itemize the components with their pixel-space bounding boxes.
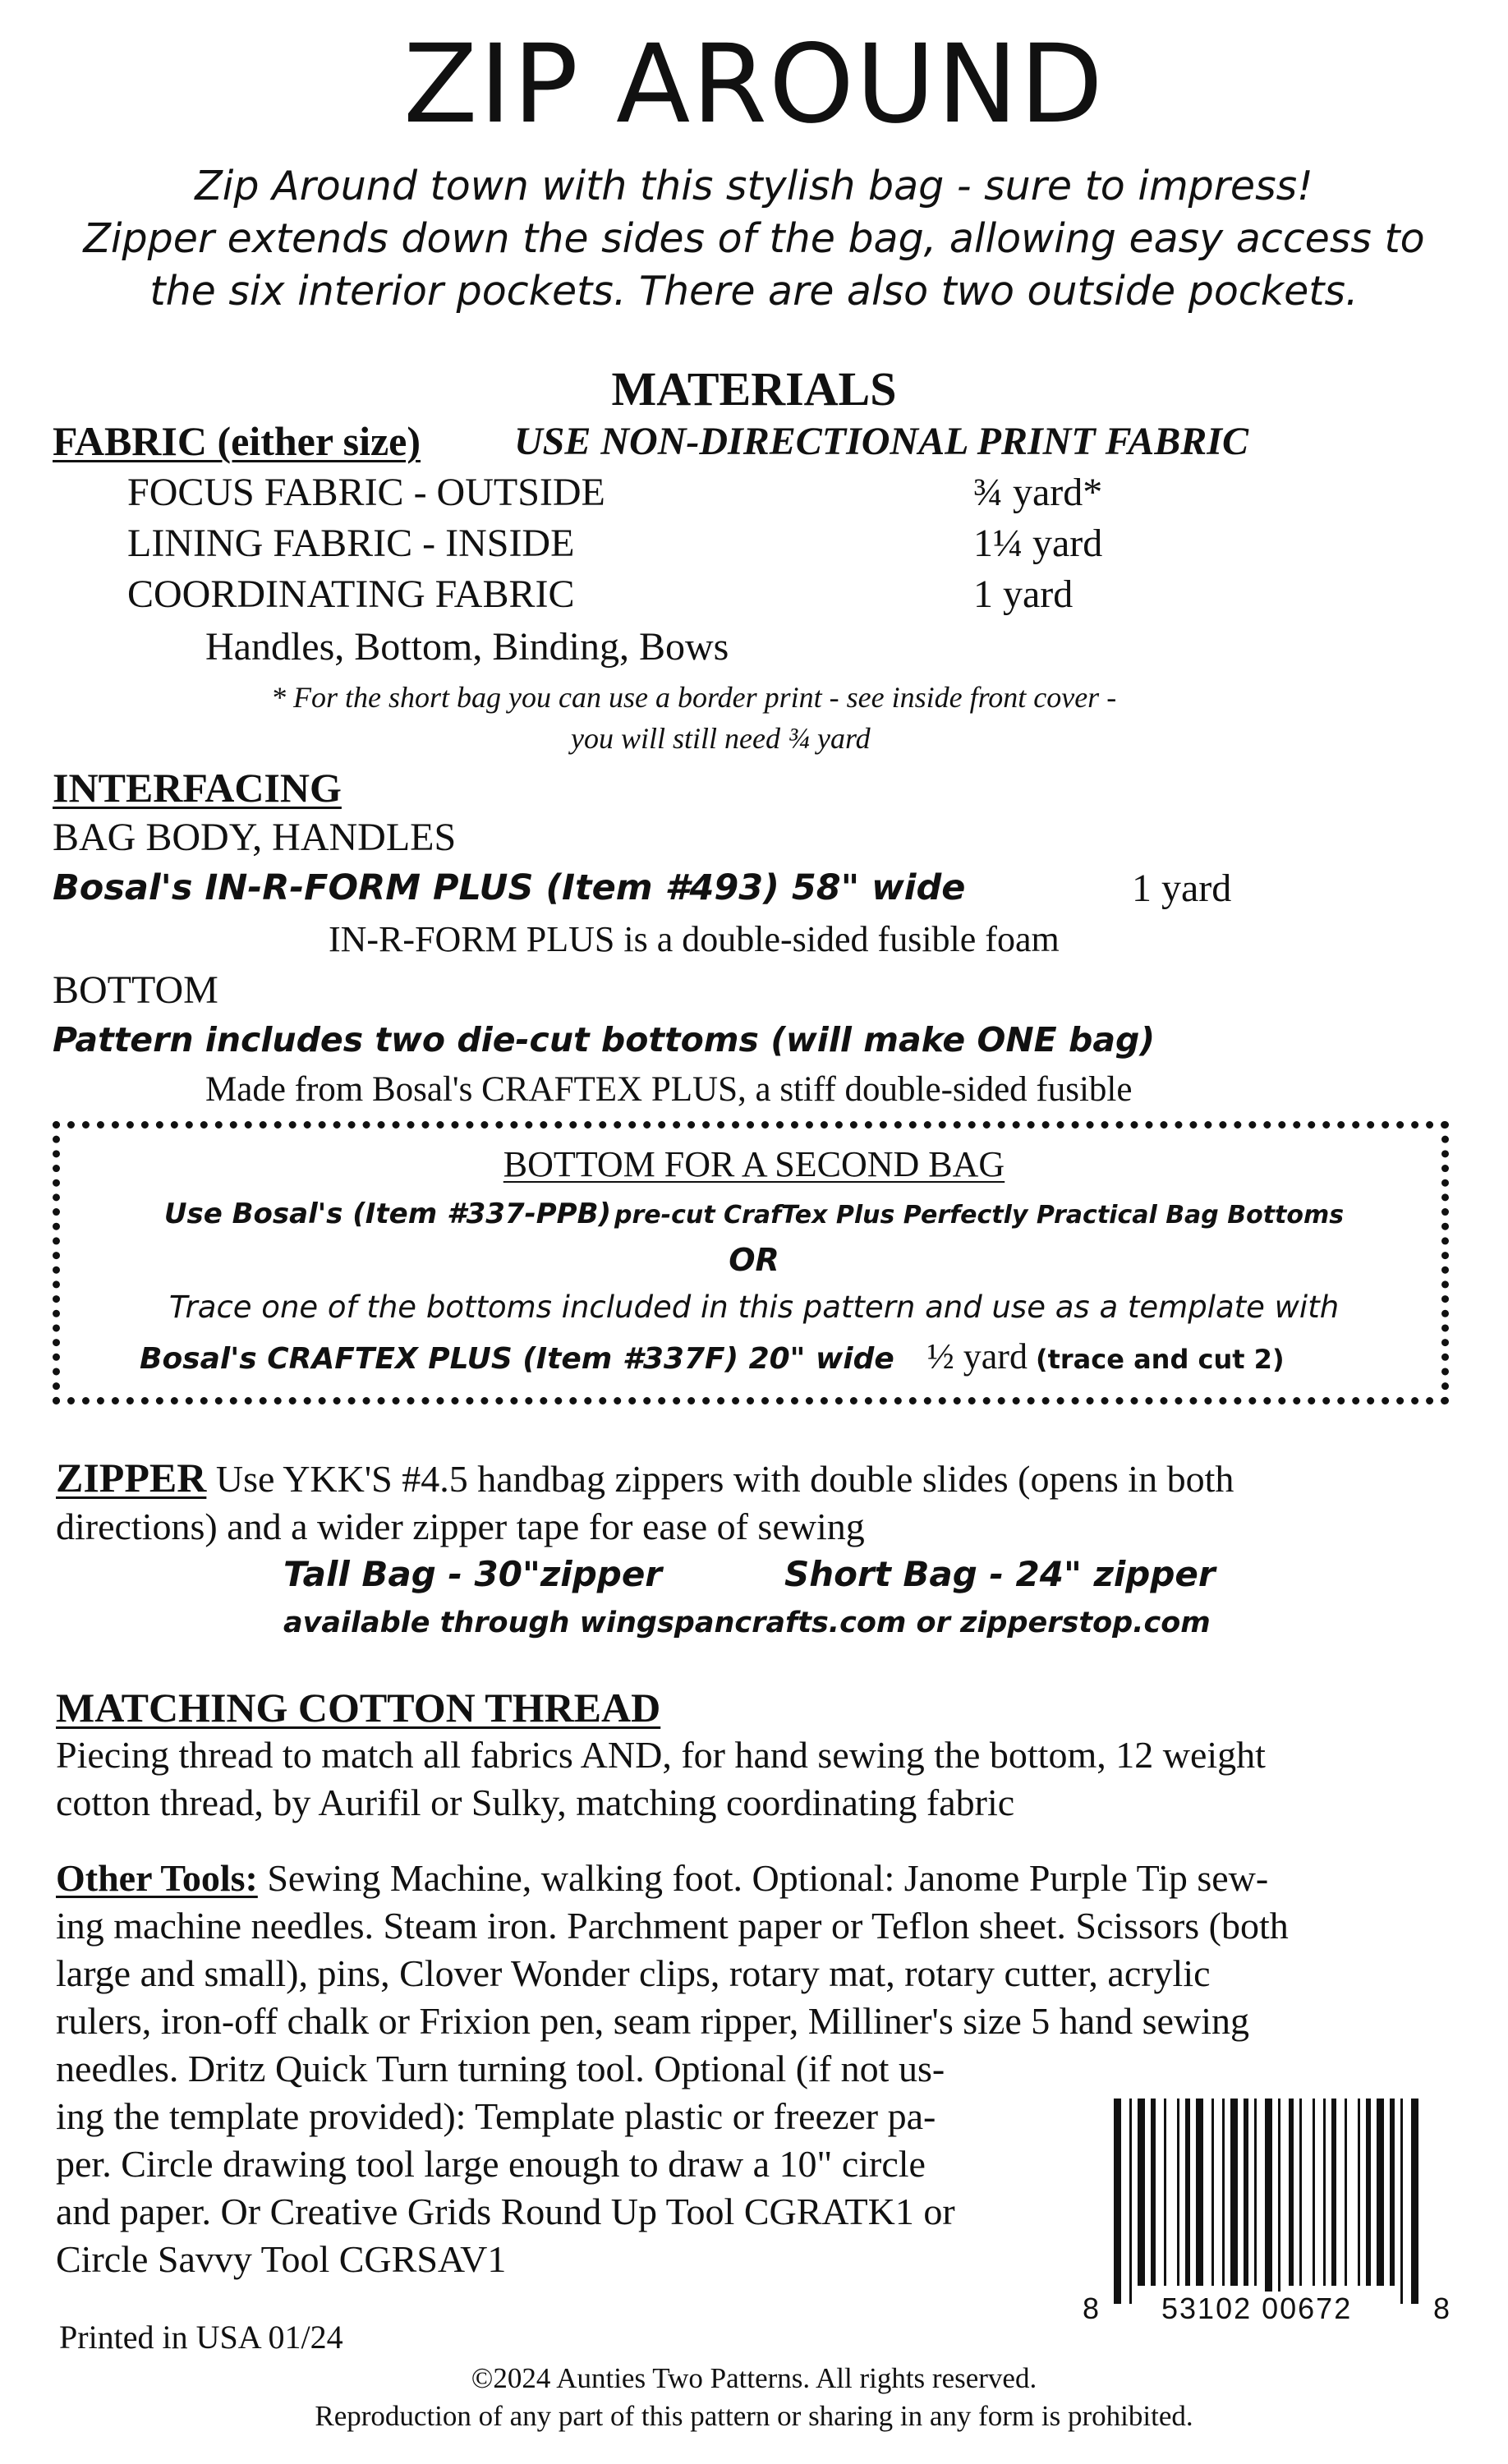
intro-line-2: Zipper extends down the sides of the bag, allowing easy access to — [83, 215, 1425, 262]
printed-in: Printed in USA 01/24 — [59, 2319, 343, 2356]
copyright-line-1: ©2024 Aunties Two Patterns. All rights reserved. — [471, 2362, 1037, 2394]
interfacing-sub-bottom: BOTTOM — [53, 968, 218, 1012]
zipper-line-1 — [56, 1454, 1234, 1501]
interfacing-product-2-desc: Made from Bosal's CRAFTEX PLUS, a stiff double-sided fusible — [205, 1070, 1133, 1109]
tools-text: rulers, iron-off chalk or Frixion pen, seam ripper, Milliner's size 5 hand sewing — [56, 2000, 1249, 2042]
barcode-bar — [1244, 2099, 1248, 2286]
zipper-available: available through wingspancrafts.com or zipperstop.com — [283, 1607, 1211, 1639]
interfacing-product-1-desc: IN-R-FORM PLUS is a double-sided fusible foam — [329, 919, 1060, 959]
coordinating-detail: Handles, Bottom, Binding, Bows — [205, 625, 729, 669]
barcode-bar — [1411, 2099, 1418, 2304]
tools-text: Circle Savvy Tool CGRSAV1 — [56, 2238, 507, 2280]
barcode-bar — [1254, 2099, 1257, 2286]
barcode-bar — [1211, 2099, 1214, 2286]
fabric-item-qty: 1¼ yard — [973, 522, 1103, 565]
barcode-bar — [1331, 2099, 1336, 2286]
barcode-mid-digits: 53102 00672 — [1158, 2292, 1355, 2326]
second-bag-line-1a: Use Bosal's (Item #337-PPB) — [163, 1198, 612, 1230]
tools-line-1 — [56, 1856, 1268, 1900]
zipper-text-1: Use YKK'S #4.5 handbag zippers with double slides (opens in both — [215, 1458, 1234, 1500]
barcode-bar — [1151, 2099, 1156, 2286]
second-bag-line-1b: pre-cut CrafTex Plus Perfectly Practical Bag Bottoms — [614, 1201, 1345, 1230]
tools-text: and paper. Or Creative Grids Round Up Tool CGRATK1 or — [56, 2190, 955, 2232]
barcode-right-digit: 8 — [1433, 2292, 1452, 2325]
materials-heading: MATERIALS — [611, 362, 897, 416]
zipper-heading: ZIPPER — [56, 1455, 207, 1501]
barcode-bar — [1345, 2099, 1347, 2286]
barcode-bar — [1366, 2099, 1371, 2286]
barcode-bar — [1278, 2099, 1280, 2304]
interfacing-product-2: Pattern includes two die-cut bottoms (will make ONE bag) — [53, 1020, 1156, 1060]
interfacing-product-1-qty: 1 yard — [1132, 867, 1232, 910]
tools-text: ing machine needles. Steam iron. Parchment paper or Teflon sheet. Scissors (both — [56, 1905, 1289, 1947]
barcode-left-digit: 8 — [1083, 2292, 1101, 2325]
fabric-footnote-2: you will still need ¾ yard — [571, 722, 871, 755]
barcode-bar — [1377, 2099, 1384, 2286]
zipper-text-2: directions) and a wider zipper tape for ease of sewing — [56, 1506, 865, 1547]
barcode-bar — [1265, 2099, 1272, 2304]
fabric-item-name: COORDINATING FABRIC — [127, 572, 575, 616]
barcode-bar — [1230, 2099, 1238, 2286]
barcode-bar — [1400, 2099, 1403, 2304]
tools-text: ing the template provided): Template plastic or freezer pa- — [56, 2095, 936, 2137]
fabric-note: USE NON-DIRECTIONAL PRINT FABRIC — [514, 420, 1248, 463]
barcode-bar — [1114, 2099, 1121, 2304]
page-title: ZIP AROUND — [403, 21, 1105, 148]
barcode-bar — [1299, 2099, 1302, 2286]
second-bag-line-1 — [0, 1198, 1508, 1230]
second-bag-heading: BOTTOM FOR A SECOND BAG — [503, 1144, 1005, 1184]
fabric-footnote-1: * For the short bag you can use a border print - see inside front cover - — [271, 681, 1117, 714]
tools-text: Sewing Machine, walking foot. Optional: Janome Purple Tip sew- — [267, 1857, 1269, 1899]
barcode-bar — [1323, 2099, 1326, 2286]
barcode-bar — [1222, 2099, 1225, 2286]
second-bag-line-3b: (trace and cut 2) — [1035, 1344, 1285, 1375]
fabric-item-qty: 1 yard — [973, 572, 1074, 616]
barcode-bar — [1390, 2099, 1395, 2286]
second-bag-or: OR — [729, 1242, 779, 1278]
interfacing-sub-body: BAG BODY, HANDLES — [53, 816, 457, 859]
barcode-bars — [1109, 2099, 1454, 2312]
fabric-item-qty: ¾ yard* — [973, 471, 1103, 514]
barcode-bar — [1138, 2099, 1145, 2286]
barcode-bar — [1129, 2099, 1132, 2304]
barcode-bar — [1313, 2099, 1315, 2286]
barcode-bar — [1196, 2099, 1203, 2286]
copyright-line-2: Reproduction of any part of this pattern or sharing in any form is prohibited. — [315, 2400, 1193, 2432]
intro-line-1: Zip Around town with this stylish bag - sure to impress! — [195, 163, 1313, 209]
fabric-item-name: LINING FABRIC - INSIDE — [127, 522, 575, 565]
tools-text: large and small), pins, Clover Wonder clips, rotary mat, rotary cutter, acrylic — [56, 1952, 1211, 1994]
thread-heading: MATCHING COTTON THREAD — [56, 1685, 661, 1731]
tools-text: needles. Dritz Quick Turn turning tool. Optional (if not us- — [56, 2048, 945, 2089]
second-bag-line-2: Trace one of the bottoms included in this pattern and use as a template with — [168, 1289, 1340, 1325]
second-bag-line-3 — [140, 1335, 1285, 1377]
second-bag-line-3-qty: ½ yard — [926, 1336, 1028, 1377]
interfacing-product-1: Bosal's IN-R-FORM PLUS (Item #493) 58" wide — [53, 867, 966, 908]
barcode-bar — [1358, 2099, 1360, 2286]
barcode-bar — [1164, 2099, 1166, 2286]
tools-text: per. Circle drawing tool large enough to draw a 10" circle — [56, 2143, 926, 2185]
thread-line-2: cotton thread, by Aurifil or Sulky, matching coordinating fabric — [56, 1781, 1015, 1823]
zipper-short: Short Bag - 24" zipper — [784, 1554, 1216, 1594]
fabric-heading: FABRIC (either size) — [53, 418, 421, 464]
barcode-bar — [1177, 2099, 1179, 2286]
barcode — [1109, 2099, 1454, 2316]
thread-line-1: Piecing thread to match all fabrics AND, for hand sewing the bottom, 12 weight — [56, 1734, 1266, 1776]
interfacing-heading: INTERFACING — [53, 765, 342, 811]
tools-heading: Other Tools: — [56, 1857, 258, 1899]
fabric-item-name: FOCUS FABRIC - OUTSIDE — [127, 471, 605, 514]
zipper-tall: Tall Bag - 30"zipper — [283, 1554, 663, 1594]
barcode-bar — [1289, 2099, 1294, 2286]
intro-line-3: the six interior pockets. There are also two outside pockets. — [149, 268, 1359, 315]
barcode-bar — [1185, 2099, 1190, 2286]
second-bag-line-3a: Bosal's CRAFTEX PLUS (Item #337F) 20" wide — [140, 1342, 894, 1376]
